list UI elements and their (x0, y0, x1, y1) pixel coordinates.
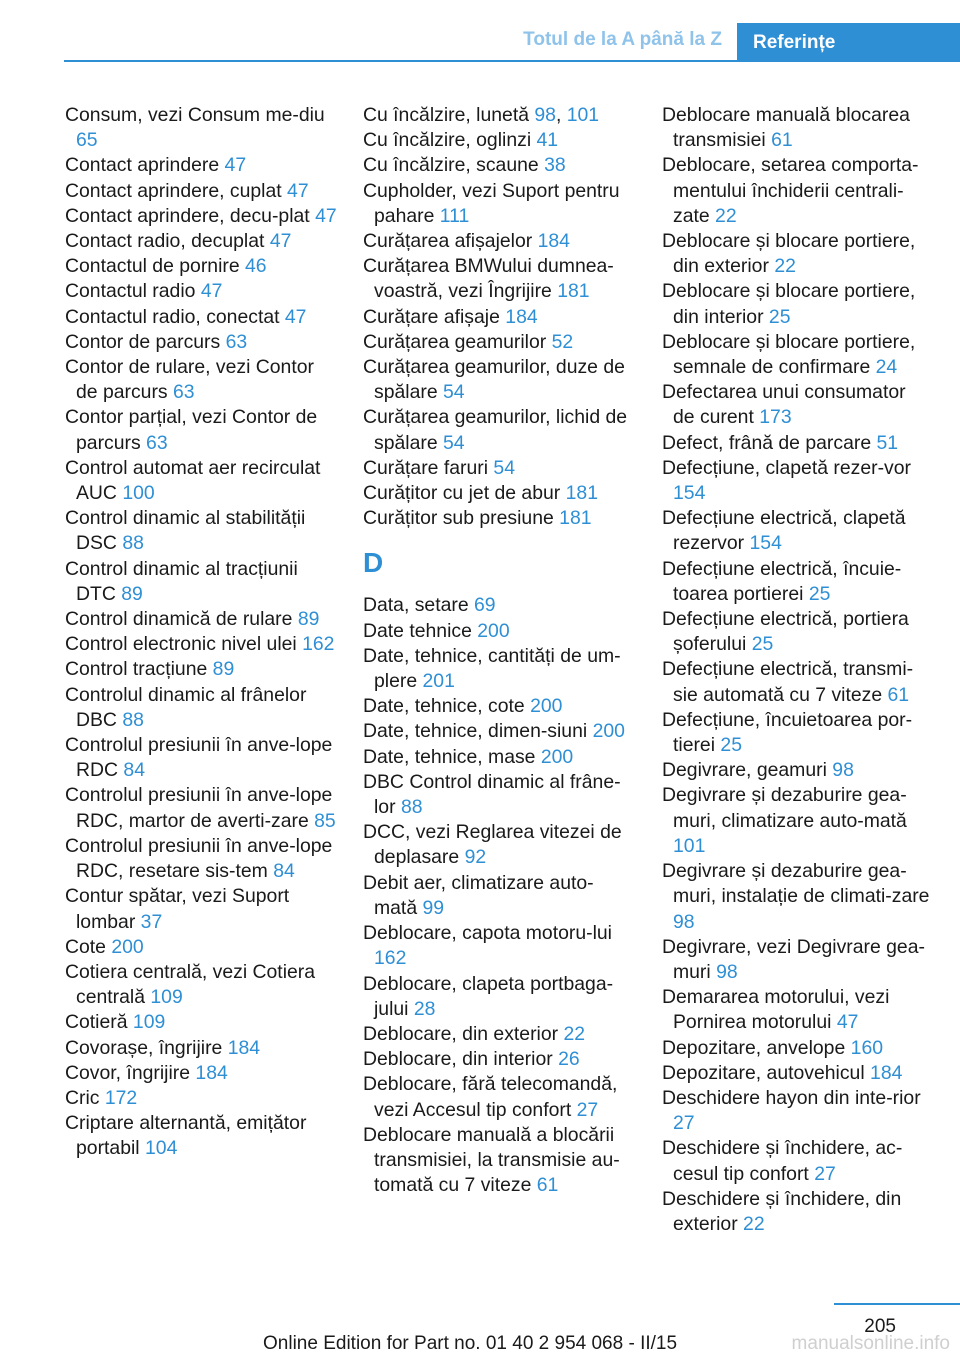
index-entry (662, 758, 932, 783)
index-entry (65, 935, 337, 960)
index-term: Deblocare, setarea comporta‐mentului închiderii centrali‐zate (662, 154, 919, 227)
index-term: Criptare alternantă, emițător portabil (65, 1112, 307, 1160)
page-link[interactable]: 99 (422, 896, 445, 919)
index-term: Debit aer, climatizare auto‐mată (363, 871, 594, 919)
index-term: Contact aprindere, cuplat (65, 179, 288, 202)
page-link[interactable]: 181 (565, 482, 598, 505)
index-term: Degivrare, vezi Degivrare gea‐muri (662, 935, 925, 983)
page-link[interactable]: 61 (887, 683, 910, 706)
index-entry (65, 355, 337, 405)
page-link[interactable]: 200 (530, 695, 563, 718)
index-term: Covorașe, îngrijire (65, 1036, 228, 1059)
page-link[interactable]: 63 (225, 330, 248, 353)
index-term: Contact radio, decuplat (65, 230, 270, 253)
page-link[interactable]: 184 (537, 230, 570, 253)
page-link[interactable]: 25 (768, 305, 791, 328)
page-link[interactable]: 47 (836, 1011, 859, 1034)
index-entry (65, 153, 337, 178)
index-term: Control dinamică de rulare (65, 608, 298, 631)
index-term: Controlul presiunii în anve‐lope RDC (65, 734, 333, 782)
index-entry (662, 456, 932, 506)
index-entry (662, 557, 932, 607)
page-link[interactable]: 61 (771, 129, 793, 152)
page-link[interactable]: 25 (808, 582, 831, 605)
page-link[interactable]: 89 (212, 658, 235, 681)
page-link[interactable]: 92 (464, 846, 487, 869)
index-entry (65, 657, 337, 682)
index-entry (65, 557, 337, 607)
index-entry (65, 506, 337, 556)
index-term: Deschidere și închidere, ac‐cesul tip confort (662, 1137, 903, 1185)
index-entry (363, 644, 635, 694)
page-link[interactable]: 100 (122, 482, 155, 505)
index-entry (363, 456, 635, 481)
page-link[interactable]: 63 (173, 381, 195, 404)
page-link[interactable]: 47 (224, 154, 247, 177)
index-term: Depozitare, anvelope (662, 1036, 851, 1059)
index-term: Defectarea unui consumator de curent (662, 381, 906, 429)
page-link[interactable]: 27 (814, 1162, 836, 1185)
page-link[interactable]: 25 (720, 734, 742, 757)
index-term: Curățare afișaje (363, 305, 506, 328)
index-term: Curățarea geamurilor, duze de spălare (363, 356, 625, 404)
index-term: Deschidere și închidere, din exterior (662, 1187, 902, 1235)
index-term: Deblocare, din exterior (363, 1022, 564, 1045)
index-entry (363, 921, 635, 971)
page-link[interactable]: 101 (566, 104, 600, 126)
index-entry (363, 305, 635, 330)
page-link[interactable]: 89 (121, 582, 143, 605)
index-entry (65, 229, 337, 254)
page-link[interactable]: 41 (536, 129, 559, 152)
index-entry (363, 820, 635, 870)
index-entry (65, 179, 337, 204)
index-entry (363, 745, 635, 770)
page-link[interactable]: 98 (673, 910, 695, 933)
index-term: Contactul radio, conectat (65, 305, 285, 328)
index-entry (363, 179, 635, 229)
index-entry (662, 330, 932, 380)
page-link[interactable]: 47 (269, 230, 292, 253)
index-term: Control tracțiune (65, 658, 213, 681)
page-link[interactable]: 69 (474, 594, 496, 617)
page-link[interactable]: 181 (557, 280, 590, 303)
index-entry (363, 254, 635, 304)
page-link[interactable]: 154 (673, 482, 706, 505)
page-link[interactable]: 109 (132, 1011, 166, 1034)
page-link[interactable]: 65 (76, 129, 98, 152)
page-link[interactable]: 24 (875, 356, 898, 379)
index-term: Deblocare manuală blocarea transmisiei (662, 104, 910, 152)
index-term: Date, tehnice, cote (363, 695, 531, 718)
page-link[interactable]: 154 (749, 532, 782, 555)
page-link[interactable]: 27 (576, 1098, 599, 1121)
index-term: Cric (65, 1086, 105, 1109)
index-entry (363, 619, 635, 644)
index-entry (662, 985, 932, 1035)
index-term: Date, tehnice, mase (363, 745, 541, 768)
index-entry (65, 1086, 337, 1111)
page-link[interactable]: 22 (743, 1212, 765, 1235)
index-term: Controlul presiunii în anve‐lope RDC, martor de averti‐zare (65, 784, 333, 832)
page-link[interactable]: 200 (477, 619, 510, 642)
index-entry (363, 719, 635, 744)
index-entry (65, 405, 337, 455)
page-link[interactable]: 111 (439, 204, 470, 227)
index-term: Cupholder, vezi Suport pentru pahare (363, 179, 620, 227)
index-entry (662, 607, 932, 657)
index-term: Deblocare, fără telecomandă, vezi Accesul tip confort (363, 1073, 618, 1121)
index-entry (662, 279, 932, 329)
index-entry (363, 770, 635, 820)
index-term: Depozitare, autovehicul (662, 1061, 871, 1084)
index-entry (65, 1061, 337, 1086)
index-term: Deblocare, din interior (363, 1048, 559, 1071)
page-link[interactable]: 27 (673, 1112, 695, 1135)
index-term: Defecțiune electrică, portiera șoferului (662, 608, 909, 656)
index-term: Defecțiune, clapetă rezer‐vor (662, 456, 911, 479)
index-term: Contactul de pornire (65, 255, 246, 278)
page-link[interactable]: 181 (559, 507, 592, 530)
index-entry (363, 593, 635, 618)
page-link[interactable]: 46 (245, 255, 267, 278)
index-term: Defect, frână de parcare (662, 431, 877, 454)
index-entry (662, 1061, 932, 1086)
index-term: Control dinamic al stabilității DSC (65, 507, 306, 555)
index-term: Degivrare și dezaburire gea‐muri, climatizare auto‐mată (662, 784, 907, 832)
index-entry (363, 1047, 635, 1072)
index-entry (363, 972, 635, 1022)
index-entry (65, 254, 337, 279)
index-term: Date, tehnice, dimen‐siuni (363, 720, 593, 743)
page-link[interactable]: 98 (716, 960, 738, 983)
page-link[interactable]: 61 (536, 1174, 559, 1197)
index-term: Control automat aer recirculat AUC (65, 456, 321, 505)
index-entry (363, 330, 635, 355)
index-column-2 (363, 103, 635, 1198)
index-entry (662, 380, 932, 430)
page-link[interactable]: 162 (374, 947, 407, 970)
index-term: Controlul presiunii în anve‐lope RDC, resetare sis‐tem (65, 834, 333, 883)
edition-text: Online Edition for Part no. 01 40 2 954 068 - II/15 (263, 1333, 678, 1354)
page-link[interactable]: 184 (870, 1061, 903, 1084)
page-link[interactable]: 200 (540, 745, 574, 768)
page-link[interactable]: 98 (534, 104, 556, 126)
index-term: Curățarea BMWului dumnea‐voastră, vezi Îngrijire (363, 255, 614, 303)
page-link[interactable]: 104 (145, 1137, 178, 1160)
page-link[interactable]: 47 (315, 204, 337, 227)
page-link[interactable]: 84 (273, 860, 295, 883)
page-link[interactable]: 25 (751, 633, 774, 656)
index-entry (363, 1072, 635, 1122)
page-link[interactable]: 172 (104, 1086, 138, 1109)
page-link[interactable]: 28 (413, 997, 436, 1020)
index-term: DBC Control dinamic al frâne‐lor (363, 770, 621, 819)
index-entry (65, 456, 337, 506)
index-entry (65, 733, 337, 783)
page-link[interactable]: 63 (146, 431, 168, 454)
index-entry (363, 871, 635, 921)
index-term: Defecțiune electrică, încuie‐toarea portierei (662, 557, 902, 605)
section-tab: Referințe (737, 23, 960, 62)
index-entry (65, 960, 337, 1010)
index-entry (363, 355, 635, 405)
index-term: Cotiera centrală, vezi Cotiera centrală (65, 960, 316, 1009)
index-term: Control electronic nivel ulei (65, 633, 303, 656)
index-term: Controlul dinamic al frânelor DBC (65, 683, 307, 731)
index-entry (65, 834, 337, 884)
index-entry (662, 229, 932, 279)
page-link[interactable]: 22 (563, 1022, 586, 1045)
index-entry (662, 153, 932, 229)
page-link[interactable]: 184 (227, 1036, 261, 1059)
page-link[interactable]: 162 (302, 633, 335, 656)
page-link[interactable]: 47 (200, 280, 223, 303)
page-link[interactable]: 52 (551, 330, 574, 353)
index-term: Contactul radio (65, 280, 201, 303)
index-entry: Cu încălzire, lunetă 98, 101 (363, 104, 600, 126)
index-term: DCC, vezi Reglarea vitezei de deplasare (363, 821, 622, 869)
page-link[interactable]: 47 (284, 305, 307, 328)
index-term: Deblocare și blocare portiere, semnale de confirmare (662, 330, 916, 379)
index-entry (65, 607, 337, 632)
index-term: Cu încălzire, oglinzi (363, 129, 537, 152)
index-term: Data, setare (363, 594, 475, 617)
index-term: Deblocare manuală a blocării transmisiei, la transmisie au‐tomată cu 7 viteze (363, 1123, 620, 1197)
index-term: Degivrare și dezaburire gea‐muri, instalație de climati‐zare (662, 860, 930, 908)
index-entry (363, 128, 635, 153)
index-entry (65, 884, 337, 934)
index-entry (363, 506, 635, 531)
index-entry (662, 1086, 932, 1136)
index-entry (662, 431, 932, 456)
index-letter-heading: D (363, 547, 384, 579)
page-link[interactable]: 38 (544, 154, 566, 177)
index-entry (363, 1123, 635, 1199)
page-link[interactable]: 89 (297, 608, 320, 631)
page-link[interactable]: 54 (443, 381, 465, 404)
index-term: Degivrare, geamuri (662, 759, 833, 782)
index-entry (65, 632, 337, 657)
page-link[interactable]: 85 (314, 809, 336, 832)
index-entry (662, 935, 932, 985)
index-term: Deschidere hayon din inte‐rior (662, 1086, 921, 1109)
page-link[interactable]: 51 (876, 431, 899, 454)
index-term: Curățitor sub presiune (363, 507, 560, 530)
page-link[interactable]: 47 (287, 179, 309, 202)
page-link[interactable]: 184 (505, 305, 538, 328)
page-link[interactable]: 84 (123, 759, 145, 782)
index-entry (662, 708, 932, 758)
index-entry (65, 103, 337, 153)
index-term: Cotieră (65, 1011, 133, 1034)
index-entry (363, 229, 635, 254)
index-entry (363, 405, 635, 455)
page-link[interactable]: 98 (832, 759, 854, 782)
page-link[interactable]: 54 (493, 456, 515, 479)
index-entry (65, 783, 337, 833)
page-link[interactable]: 184 (195, 1061, 228, 1084)
page-link[interactable]: 200 (592, 720, 625, 743)
page-link[interactable]: 160 (850, 1036, 884, 1059)
index-entry (65, 279, 337, 304)
index-term: Curățarea geamurilor (363, 330, 552, 353)
index-term: Contor de rulare, vezi Contor de parcurs (65, 356, 314, 404)
index-term: Consum, vezi Consum me‐diu (65, 104, 325, 126)
index-term: Curățitor cu jet de abur (363, 482, 566, 505)
index-entry (662, 657, 932, 707)
index-entry (662, 506, 932, 556)
index-term: Cu încălzire, lunetă (363, 104, 535, 126)
index-entry (65, 305, 337, 330)
index-term: Curățarea geamurilor, lichid de spălare (363, 406, 628, 454)
watermark (792, 1333, 950, 1355)
index-term: Covor, îngrijire (65, 1061, 196, 1084)
page-link[interactable]: 26 (558, 1048, 580, 1071)
index-entry (65, 204, 337, 229)
index-entry (363, 1022, 635, 1047)
page-link[interactable]: 101 (673, 834, 706, 857)
index-entry (363, 153, 635, 178)
index-term: Deblocare și blocare portiere, din exterior (662, 230, 916, 278)
index-term: Curățarea afișajelor (363, 230, 538, 253)
index-term: Contor de parcurs (65, 330, 226, 353)
index-entry (662, 859, 932, 935)
index-term: Deblocare, clapeta portbaga‐jului (363, 972, 614, 1020)
index-entry (65, 330, 337, 355)
page-link[interactable]: 201 (422, 670, 455, 693)
index-term: Deblocare și blocare portiere, din interior (662, 280, 916, 328)
index-term: Defecțiune electrică, transmi‐sie automată cu 7 viteze (662, 658, 914, 706)
edition-note (263, 1333, 677, 1355)
index-term: Curățare faruri (363, 456, 494, 479)
page-number: 205 (864, 1316, 896, 1337)
page-link[interactable]: 200 (111, 935, 144, 958)
page-link[interactable]: 173 (759, 406, 792, 429)
index-term: Deblocare, capota motoru‐lui (363, 922, 612, 945)
index-term: Cote (65, 935, 112, 958)
section-title: Totul de la A până la Z (523, 29, 722, 50)
index-term: Date tehnice (363, 619, 478, 642)
index-term: Contact aprindere, decu‐plat (65, 204, 316, 227)
page-link[interactable]: 88 (400, 796, 423, 819)
index-term: Defecțiune, încuietoarea por‐tierei (662, 708, 913, 757)
index-term: Contor parțial, vezi Contor de parcurs (65, 406, 318, 454)
page-link[interactable]: 22 (715, 204, 737, 227)
index-entry (662, 1136, 932, 1186)
watermark-text: manualsonline.info (791, 1333, 950, 1354)
index-entry (65, 683, 337, 733)
page-link[interactable]: 22 (774, 255, 796, 278)
index-term: Control dinamic al tracțiunii DTC (65, 557, 298, 605)
index-term: Demararea motorului, vezi Pornirea motorului (662, 986, 890, 1034)
page-link[interactable]: 88 (122, 532, 144, 555)
index-entry (65, 1036, 337, 1061)
page-link[interactable]: 88 (122, 708, 144, 731)
footer-rule (834, 1303, 960, 1305)
page-link[interactable]: 54 (443, 431, 465, 454)
index-term: Date, tehnice, cantități de um‐plere (363, 644, 621, 693)
index-entry (662, 103, 932, 153)
index-column-1 (65, 103, 337, 1162)
index-term: Contur spătar, vezi Suport lombar (65, 885, 290, 933)
index-term: Cu încălzire, scaune (363, 154, 545, 177)
page-link[interactable]: 37 (140, 910, 163, 933)
index-entry (363, 481, 635, 506)
index-term: Contact aprindere (65, 154, 225, 177)
index-entry (363, 694, 635, 719)
index-entry (662, 1036, 932, 1061)
page-link[interactable]: 109 (150, 986, 183, 1009)
index-entry (662, 1187, 932, 1237)
index-term: Defecțiune electrică, clapetă rezervor (662, 507, 906, 555)
index-entry (65, 1111, 337, 1161)
index-column-3 (662, 103, 932, 1237)
index-entry (65, 1010, 337, 1035)
index-entry (662, 783, 932, 859)
